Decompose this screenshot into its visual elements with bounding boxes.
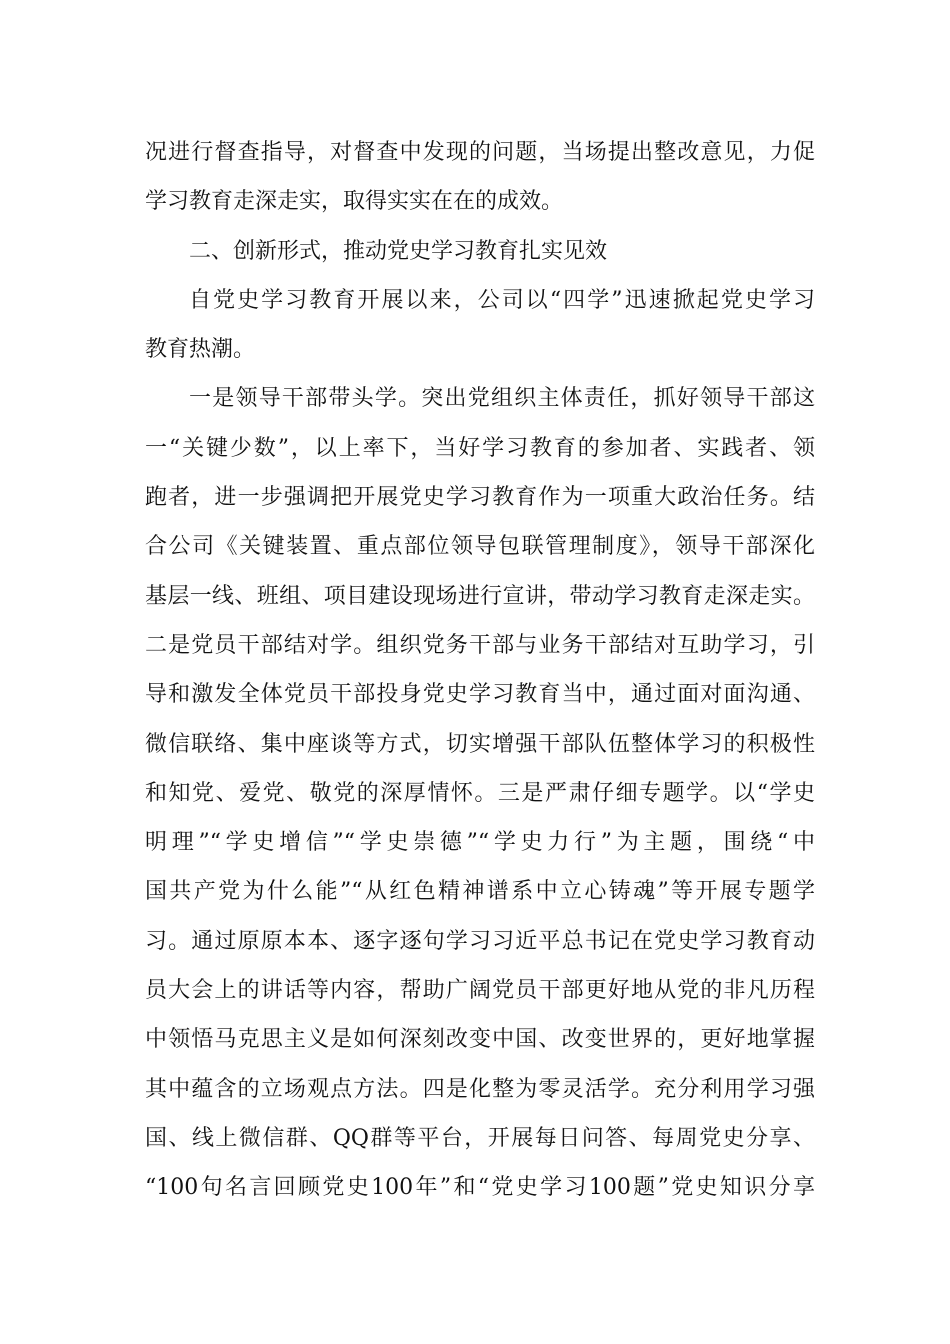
- text-line: 国共产党为什么能”“从红色精神谱系中立心铸魂”等开展专题学: [145, 879, 815, 905]
- text-line: 国、线上微信群、QQ群等平台，开展每日问答、每周党史分享、: [145, 1125, 815, 1151]
- text-line: 合公司《关键装置、重点部位领导包联管理制度》，领导干部深化: [145, 534, 815, 560]
- document-body: [145, 128, 815, 1213]
- text-line: 微信联络、集中座谈等方式，切实增强干部队伍整体学习的积极性: [145, 731, 815, 757]
- text-line: 况进行督查指导，对督查中发现的问题，当场提出整改意见，力促: [145, 140, 815, 165]
- section-heading: 二、创新形式，推动党史学习教育扎实见效: [189, 238, 608, 264]
- text-line: 明理”“学史增信”“学史崇德”“学史力行”为主题，围绕“中: [145, 830, 815, 856]
- text-line: 自党史学习教育开展以来，公司以“四学”迅速掀起党史学习: [189, 287, 815, 313]
- text-line: 基层一线、班组、项目建设现场进行宣讲，带动学习教育走深走实。: [145, 583, 815, 609]
- text-line: 中领悟马克思主义是如何深刻改变中国、改变世界的，更好地掌握: [145, 1027, 815, 1053]
- text-line: 跑者，进一步强调把开展党史学习教育作为一项重大政治任务。结: [145, 485, 815, 511]
- text-line: 二是党员干部结对学。组织党务干部与业务干部结对互助学习，引: [145, 632, 815, 658]
- text-line: 一是领导干部带头学。突出党组织主体责任，抓好领导干部这: [189, 386, 815, 412]
- text-line: 导和激发全体党员干部投身党史学习教育当中，通过面对面沟通、: [145, 682, 815, 708]
- text-line: 一“关键少数”，以上率下，当好学习教育的参加者、实践者、领: [145, 435, 815, 461]
- text-line: 学习教育走深走实，取得实实在在的成效。: [145, 189, 564, 215]
- text-line: 和知党、爱党、敬党的深厚情怀。三是严肃仔细专题学。以“学史: [145, 780, 815, 806]
- text-line: 习。通过原原本本、逐字逐句学习习近平总书记在党史学习教育动: [145, 928, 815, 954]
- text-line: 教育热潮。: [145, 337, 256, 363]
- text-line: “100句名言回顾党史100年”和“党史学习100题”党史知识分享: [145, 1175, 815, 1201]
- text-line: 员大会上的讲话等内容，帮助广阔党员干部更好地从党的非凡历程: [145, 978, 815, 1004]
- text-line: 其中蕴含的立场观点方法。四是化整为零灵活学。充分利用学习强: [145, 1076, 815, 1102]
